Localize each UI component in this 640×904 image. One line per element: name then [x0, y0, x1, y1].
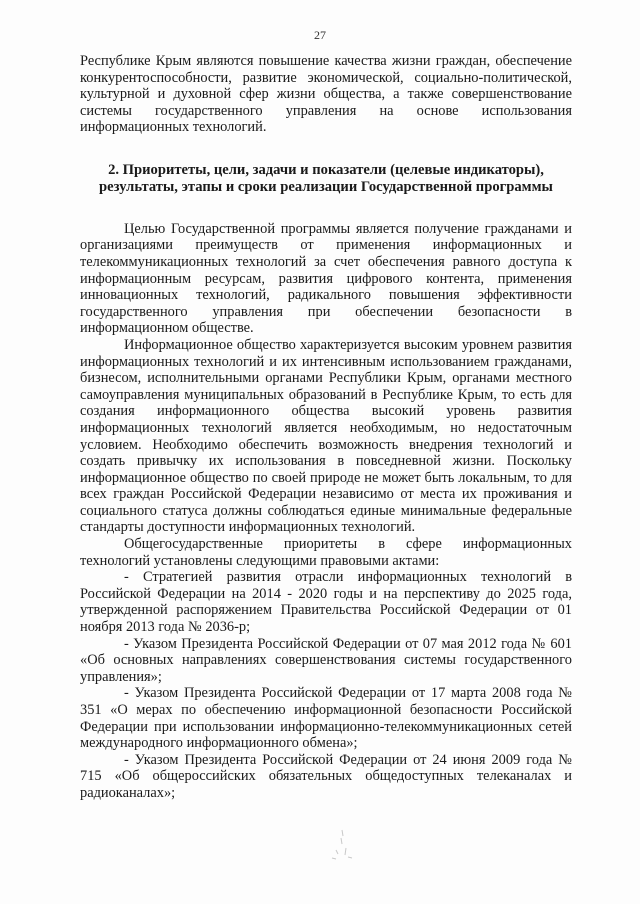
- intro-paragraph: Республике Крым являются повышение качества жизни граждан, обеспечение конкурентоспособности, развитие экономической, социально-политической, культурной и духовной сфер жизни общества, а также совершенствование системы государственного управления на основе использования информационных технологий.: [80, 53, 572, 136]
- list-item: - Указом Президента Российской Федерации от 07 мая 2012 года № 601 «Об основных направлениях совершенствования системы государственного управления»;: [80, 635, 572, 685]
- document-body: [80, 53, 572, 802]
- paragraph-priorities: Общегосударственные приоритеты в сфере информационных технологий установлены следующими правовыми актами:: [80, 536, 572, 569]
- paragraph-information-society: Информационное общество характеризуется высоким уровнем развития информационных технологий и их интенсивным использованием гражданами, бизнесом, исполнительными органами Республики Крым, органами местного самоуправления муниципальных образований в Республике Крым, то есть для создания информационного общества высокий уровень развития информационных технологий является необходимым, но недостаточным условием. Необходимо обеспечить возможность внедрения технологий и создать привычку их использования в повседневной жизни. Поскольку информационное общество по своей природе не может быть локальным, то для всех граждан Российской Федерации независимо от места их проживания и социального статуса должны соблюдаться единые минимальные федеральные стандарты доступности информационных технологий.: [80, 336, 572, 536]
- list-item: - Указом Президента Российской Федерации от 24 июня 2009 года № 715 «Об общероссийских обязательных общедоступных телеканалах и радиоканалах»;: [80, 751, 572, 801]
- section-heading: 2. Приоритеты, цели, задачи и показатели (целевые индикаторы), результаты, этапы и сроки реализации Государственной программы: [99, 161, 553, 196]
- page-number: 27: [314, 28, 326, 42]
- paragraph-goal: Целью Государственной программы является получение гражданами и организациями преимуществ от применения информационных и телекоммуникационных технологий за счет обеспечения равного доступа к информационным ресурсам, развития цифрового контента, применения инновационных технологий, радикального повышения эффективности государственного управления при обеспечении безопасности в информационном обществе.: [80, 220, 572, 337]
- list-item: - Указом Президента Российской Федерации от 17 марта 2008 года № 351 «О мерах по обеспечению информационной безопасности Российской Федерации при использовании информационно-телекоммуникационных сетей международного информационного обмена»;: [80, 685, 572, 752]
- list-item: - Стратегией развития отрасли информационных технологий в Российской Федерации на 2014 - 2020 годы и на перспективу до 2025 года, утвержденной распоряжением Правительства Российской Федерации от 01 ноября 2013 года № 2036-р;: [80, 569, 572, 636]
- scan-artifact-mark: [322, 828, 362, 864]
